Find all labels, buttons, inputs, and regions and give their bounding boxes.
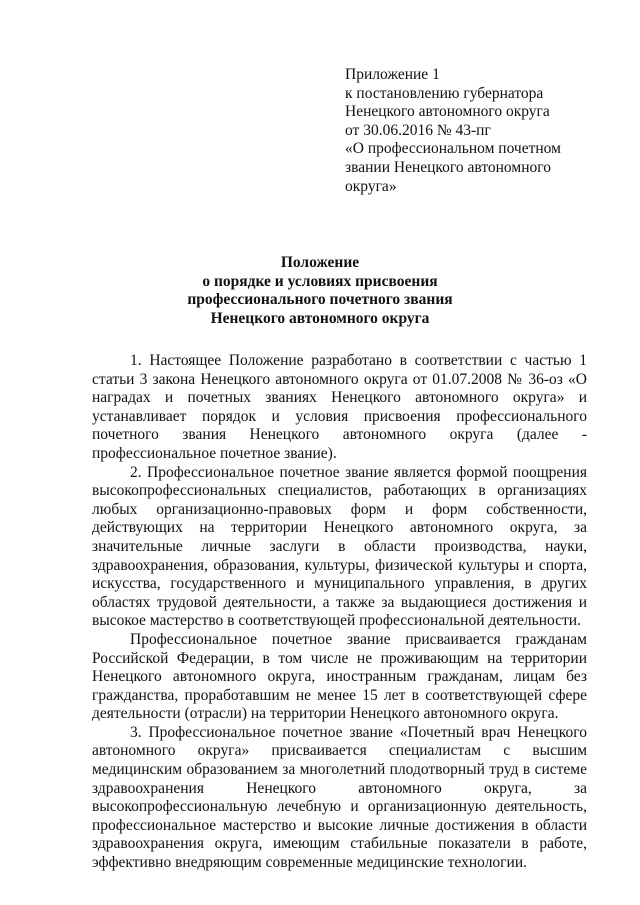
appendix-line: к постановлению губернатора xyxy=(345,84,544,102)
appendix-line: округа» xyxy=(345,177,397,195)
paragraph-3: Профессиональное почетное звание присваивается гражданам Российской Федерации, в том числе не проживающим на территории Ненецкого автономного округа, иностранным гражданам, лицам без гражданства, проработавшим не менее 15 лет в соответствующей сфере деятельности (отрасли) на территории Ненецкого автономного округа. xyxy=(92,630,587,723)
appendix-header xyxy=(345,66,605,196)
appendix-line: от 30.06.2016 № 43-пг xyxy=(345,121,491,139)
appendix-line: звании Ненецкого автономного xyxy=(345,158,551,176)
appendix-line: Ненецкого автономного округа xyxy=(345,103,550,121)
appendix-line: «О профессиональном почетном xyxy=(345,140,561,158)
paragraph-4: 3. Профессиональное почетное звание «Почетный врач Ненецкого автономного округа» присваивается специалистам с высшим медицинским образованием за многолетний плодотворный труд в системе здравоохранения Ненецкого автономного округа, за высокопрофессиональную лечебную и организационную деятельность, профессиональное мастерство и высокие личные достижения в области здравоохранения округа, имеющим стабильные показатели в работе, эффективно внедряющим современные медицинские технологии. xyxy=(92,723,587,872)
paragraph-2: 2. Профессиональное почетное звание является формой поощрения высокопрофессиональных специалистов, работающих в организациях любых организационно-правовых форм и форм собственности, действующих на территории Ненецкого автономного округа, за значительные личные заслуги в области производства, науки, здравоохранения, образования, культуры, физической культуры и спорта, искусства, государственного и муниципального управления, в других областях трудовой деятельности, а также за выдающиеся достижения и высокое мастерство в соответствующей профессиональной деятельности. xyxy=(92,463,587,630)
title-line: о порядке и условиях присвоения xyxy=(202,272,438,290)
title-line: Положение xyxy=(280,254,360,271)
paragraph-1: 1. Настоящее Положение разработано в соответствии с частью 1 статьи 3 закона Ненецкого автономного округа от 01.07.2008 № 36-оз «О наградах и почетных званиях Ненецкого автономного округа» и устанавливает порядок и условия присвоения профессионального почетного звания Ненецкого автономного округа (далее - профессиональное почетное звание). xyxy=(92,352,587,462)
title-line: Ненецкого автономного округа xyxy=(210,309,430,327)
appendix-line: Приложение 1 xyxy=(345,66,440,83)
title-line: профессионального почетного звания xyxy=(187,291,453,309)
document-body xyxy=(92,352,587,873)
document-title xyxy=(0,254,640,328)
